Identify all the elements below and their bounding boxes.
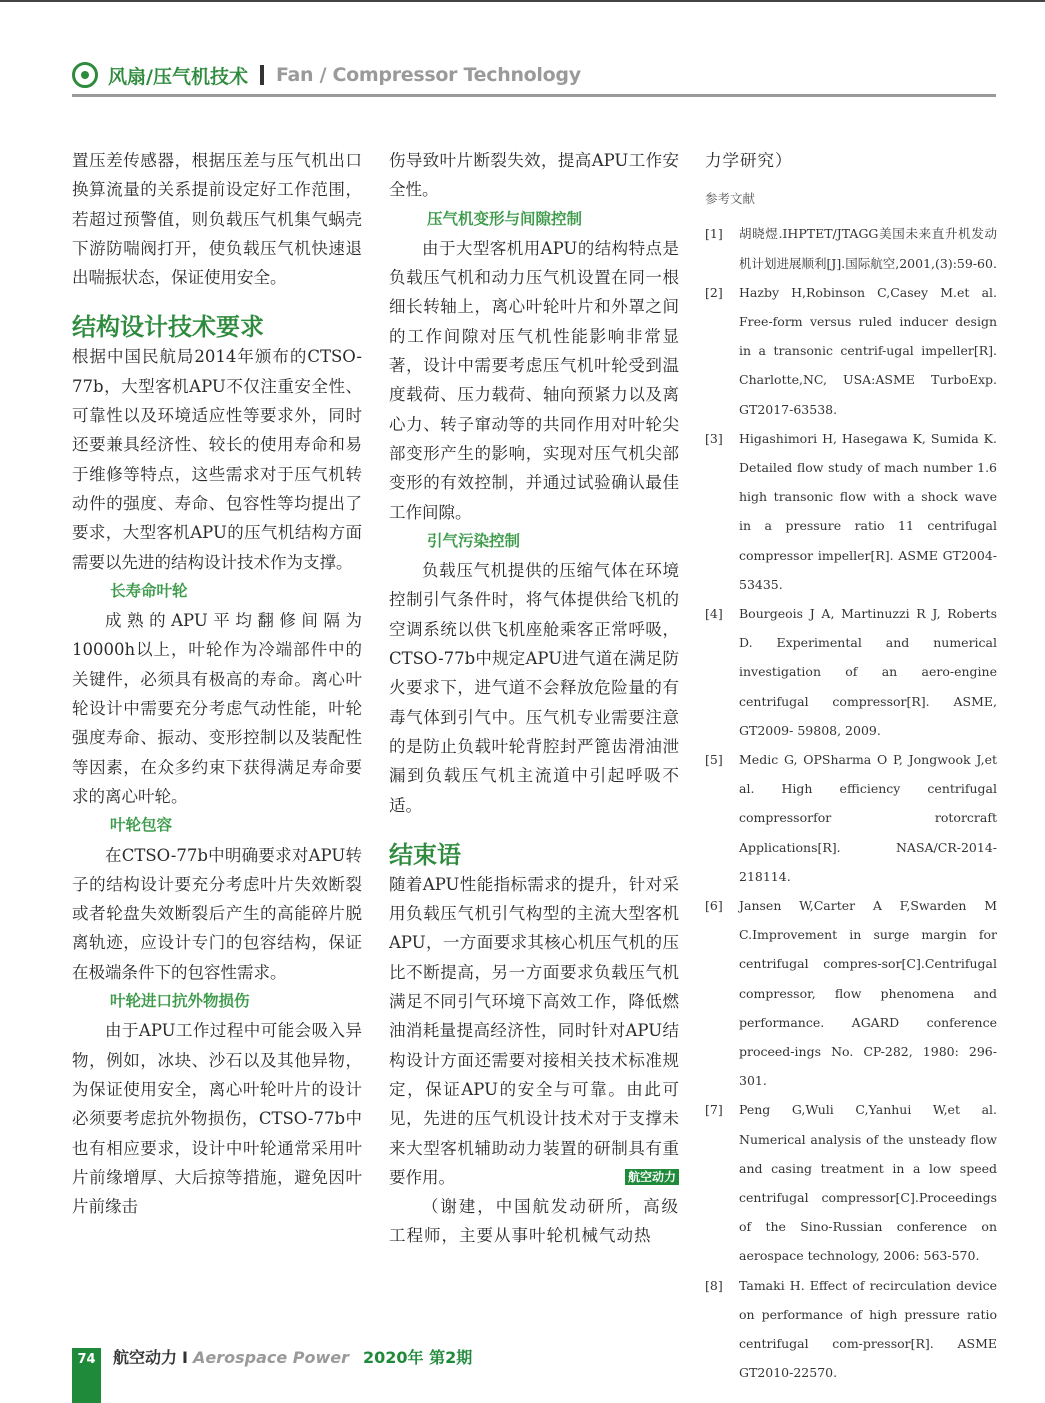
journal-name-en: Aerospace Power	[192, 1348, 350, 1367]
running-header	[72, 58, 581, 92]
reference-text: 胡晓煜.IHPTET/JTAGG美国未来直升机发动机计划进展顺利[J].国际航空,2001,(3):59-60.	[739, 226, 997, 271]
reference-text: Higashimori H, Hasegawa K, Sumida K. Detailed flow study of mach number 1.6 high transonic flow with a shock wave in a pressure ratio 11 centrifugal compressor impeller[R]. ASME GT2004-53435.	[739, 430, 997, 592]
reference-item	[705, 278, 997, 424]
reference-number: [2]	[705, 284, 723, 300]
acknowledgement: （谢建，中国航发动研所，高级工程师，主要从事叶轮机械气动热	[389, 1197, 679, 1246]
header-title-zh: 风扇/压气机技术	[108, 65, 248, 88]
reference-number: [1]	[705, 226, 723, 242]
subsection-title: 压气机变形与间隙控制	[427, 209, 583, 228]
reference-item	[705, 1271, 997, 1388]
reference-number: [7]	[705, 1102, 723, 1118]
reference-text: Jansen W,Carter A F,Swarden M C.Improvement in surge margin for centrifugal compres-sor[C].Centrifugal compressor, flow phenomena and performance. AGARD conference proceed-ings No. CP-282, 1980: 296-301.	[739, 897, 997, 1089]
subsection-title: 引气污染控制	[427, 531, 521, 550]
reference-number: [3]	[705, 430, 723, 446]
paragraph: 由于APU工作过程中可能会吸入异物，例如，冰块、沙石以及其他异物，为保证使用安全，离心叶轮叶片的设计必须要考虑抗外物损伤，CTSO-77b中也有相应要求，设计中叶轮通常采用叶片前缘增厚、大后掠等措施，避免因叶片前缘击	[72, 1021, 362, 1217]
reference-item	[705, 1095, 997, 1270]
paragraph: 成熟的APU平均翻修间隔为10000h以上，叶轮作为冷端部件中的关键件，必须具有极高的寿命。离心叶轮设计中需要充分考虑气动性能，叶轮强度寿命、振动、变形控制以及装配性等因素，在众多约束下获得满足寿命要求的离心叶轮。	[72, 611, 362, 806]
reference-text: Hazby H,Robinson C,Casey M.et al. Free-form versus ruled inducer design in a transonic centrif-ugal impeller[R]. Charlotte,NC, USA:ASME TurboExp. GT2017-63538.	[739, 284, 997, 417]
header-separator	[260, 65, 264, 85]
reference-text: Bourgeois J A, Martinuzzi R J, Roberts D. Experimental and numerical investigation of an aero-engine centrifugal compressor[R]. ASME, GT2009- 59808, 2009.	[739, 605, 997, 738]
journal-name-zh: 航空动力	[113, 1348, 178, 1367]
reference-number: [6]	[705, 897, 723, 913]
paragraph: 负载压气机提供的压缩气体在环境控制引气条件时，将气体提供给飞机的空调系统以供飞机座舱乘客正常呼吸，CTSO-77b中规定APU进气道在满足防火要求下，进气道不会释放危险量的有毒气体到引气中。压气机专业需要注意的是防止负载叶轮背腔封严篦齿滑油泄漏到负载压气机主流道中引起呼吸不适。	[389, 561, 679, 815]
reference-item	[705, 745, 997, 891]
references-title: 参考文献	[705, 191, 756, 207]
reference-item	[705, 424, 997, 599]
reference-number: [8]	[705, 1277, 723, 1293]
reference-item	[705, 599, 997, 745]
subsection-title: 叶轮进口抗外物损伤	[110, 992, 250, 1011]
paragraph-text: 随着APU性能指标需求的提升，针对采用负载压气机引气构型的主流大型客机APU，一方面要求其核心机压气机的压比不断提高，另一方面要求负载压气机满足不同引气环境下高效工作，降低燃油消耗量提高经济性，同时针对APU结构设计方面还需要对接相关技术标准规定，保证APU的安全与可靠。由此可见，先进的压气机设计技术对于支撑未来大型客机辅助动力装置的研制具有重要作用。	[389, 874, 679, 1187]
paragraph: 在CTSO-77b中明确要求对APU转子的结构设计要充分考虑叶片失效断裂或者轮盘失效断裂后产生的高能碎片脱离轨迹，应设计专门的包容结构，保证在极端条件下的包容性需求。	[72, 845, 362, 982]
reference-text: Tamaki H. Effect of recirculation device on performance of high pressure ratio centrifugal com-pressor[R]. ASME GT2010-22570.	[739, 1277, 997, 1381]
end-mark-badge: 航空动力	[625, 1169, 679, 1185]
reference-number: [4]	[705, 605, 723, 621]
footer-separator: I	[182, 1348, 188, 1367]
page-number: 74	[77, 1352, 96, 1367]
section-title: 结构设计技术要求	[72, 313, 264, 342]
paragraph	[389, 870, 679, 1192]
section-title: 结束语	[389, 840, 461, 869]
paragraph: 伤导致叶片断裂失效，提高APU工作安全性。	[389, 151, 679, 200]
subsection-title: 长寿命叶轮	[110, 581, 188, 600]
paragraph: 根据中国民航局2014年颁布的CTSO-77b，大型客机APU不仅注重安全性、可靠性以及环境适应性等要求外，同时还要兼具经济性、较长的使用寿命和易于维修等特点，这些需求对于压气机转动件的强度、寿命、包容性等均提出了要求，大型客机APU的压气机结构方面需要以先进的结构设计技术作为支撑。	[72, 347, 362, 572]
paragraph: 由于大型客机用APU的结构特点是负载压气机和动力压气机设置在同一根细长转轴上，离心叶轮叶片和外罩之间的工作间隙对压气机性能影响非常显著，设计中需要考虑压气机叶轮受到温度载荷、压力载荷、轴向预紧力以及离心力、转子窜动等的共同作用对叶轮尖部变形产生的影响，实现对压气机尖部变形的有效控制，并通过试验确认最佳工作间隙。	[389, 238, 679, 522]
column-1	[72, 146, 362, 1221]
header-title-en: Fan / Compressor Technology	[275, 64, 581, 86]
header-rule	[72, 94, 996, 97]
running-footer	[113, 1347, 472, 1369]
top-rule	[0, 0, 1045, 2]
reference-item	[705, 219, 997, 277]
issue-label: 2020年 第2期	[363, 1348, 473, 1367]
reference-text: Peng G,Wuli C,Yanhui W,et al. Numerical analysis of the unsteady flow and casing treatment in a low speed centrifugal compressor[C].Proceedings of the Sino-Russian conference on aerospace technology, 2006: 563-570.	[739, 1102, 997, 1264]
subsection-title: 叶轮包容	[110, 816, 173, 835]
column-2	[389, 146, 679, 1251]
reference-item	[705, 891, 997, 1095]
column-3	[705, 146, 997, 1387]
fan-logo-icon	[72, 62, 98, 88]
reference-text: Medic G, OPSharma O P, Jongwook J,et al. High efficiency centrifugal compressorfor rotorcraft Applications[R]. NASA/CR-2014-218114.	[739, 751, 997, 884]
paragraph: 置压差传感器，根据压差与压气机出口换算流量的关系提前设定好工作范围，若超过预警值，则负载压气机集气蜗壳下游防喘阀打开，使负载压气机快速退出喘振状态，保证使用安全。	[72, 151, 362, 288]
acknowledgement-end: 力学研究）	[705, 151, 793, 170]
reference-number: [5]	[705, 751, 723, 767]
